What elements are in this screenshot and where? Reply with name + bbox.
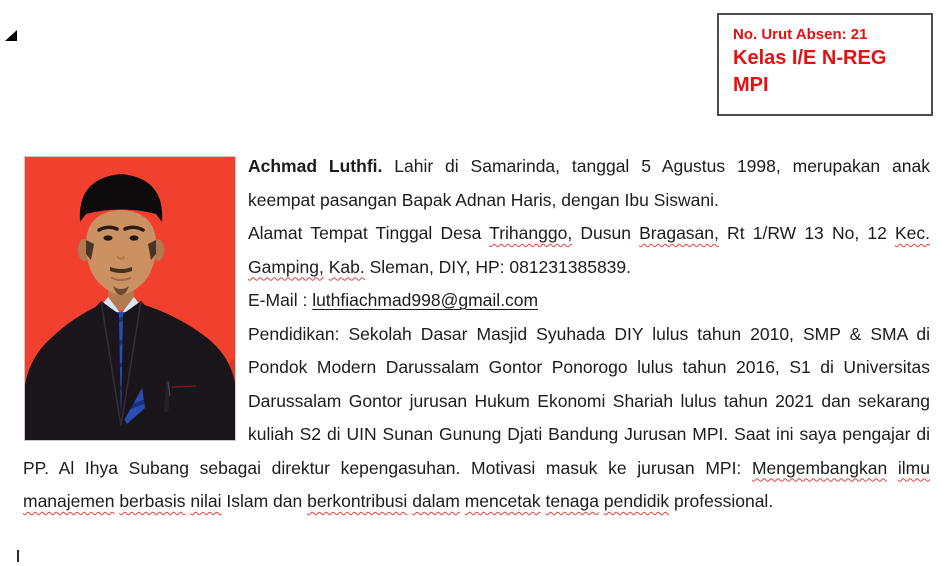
text-run: Pendidikan: Sekolah Dasar Masjid Syuhada DIY lulus tahun 2010, SMP & SMA di Pondok Modern Darussalam Gontor Ponorogo lulus tahun 2016, S1 di Universitas Darussalam Gontor jurusan Hukum Ekonomi Shariah lulus tahun 2021 dan sekarang kuliah S2 di UIN Sunan Gunung Djati Bandung Jurusan MPI. Saat ini saya pengajar di PP. Al Ihya Subang sebagai direktur kepengasuhan. Motivasi masuk ke jurusan MPI:: [23, 323, 930, 478]
class-line: Kelas I/E N-REG: [733, 47, 887, 69]
text-cursor: [17, 550, 19, 562]
portrait-eye-right: [130, 235, 139, 240]
text-run: berkontribusi: [307, 491, 408, 511]
portrait-photo: [24, 156, 236, 441]
text-run: mencetak: [464, 491, 541, 511]
portrait-eye-left: [104, 235, 113, 240]
text-run: Gamping,: [248, 256, 324, 277]
text-run: Alamat Tempat Tinggal Desa: [248, 223, 490, 243]
text-run: E-Mail :: [248, 290, 313, 310]
text-run: tenaga: [545, 491, 600, 511]
text-run: pendidik: [603, 491, 670, 511]
text-run: [887, 458, 898, 478]
text-run: Sleman, DIY, HP: 081231385839.: [364, 256, 632, 277]
text-run: Bragasan,: [639, 223, 719, 243]
corner-triangle-shape: [5, 30, 17, 41]
corner-triangle-icon: [5, 30, 17, 41]
text-run: Islam dan: [221, 491, 308, 511]
program-line: MPI: [733, 74, 769, 96]
text-run: Lahir di Samarinda, tanggal 5 Agustus 1998, merupakan anak keempat pasangan Bapak Adnan Haris, dengan Ibu Siswani.: [248, 156, 930, 210]
biography-content: [23, 150, 930, 519]
text-run: berbasis: [119, 491, 186, 511]
text-run: ilmu: [897, 457, 930, 478]
text-run: Mengembangkan: [751, 457, 888, 478]
text-run: Dusun: [572, 223, 640, 243]
pocket-edge-line: [172, 386, 196, 387]
class-info-box: [717, 13, 933, 116]
text-run: professional.: [669, 491, 774, 511]
email-link[interactable]: luthfiachmad998@gmail.com: [312, 290, 539, 310]
text-run: manajemen: [23, 491, 115, 511]
text-run: Rt 1/RW 13 No, 12: [718, 223, 895, 243]
text-run: Kab.: [328, 256, 365, 277]
person-name: Achmad Luthfi.: [248, 156, 383, 176]
text-run: Trihanggo,: [489, 223, 573, 243]
text-run: nilai: [190, 491, 222, 511]
absence-number-line: No. Urut Absen: 21: [733, 26, 868, 43]
text-run: Kec.: [894, 223, 931, 243]
text-run: dalam: [412, 491, 460, 511]
